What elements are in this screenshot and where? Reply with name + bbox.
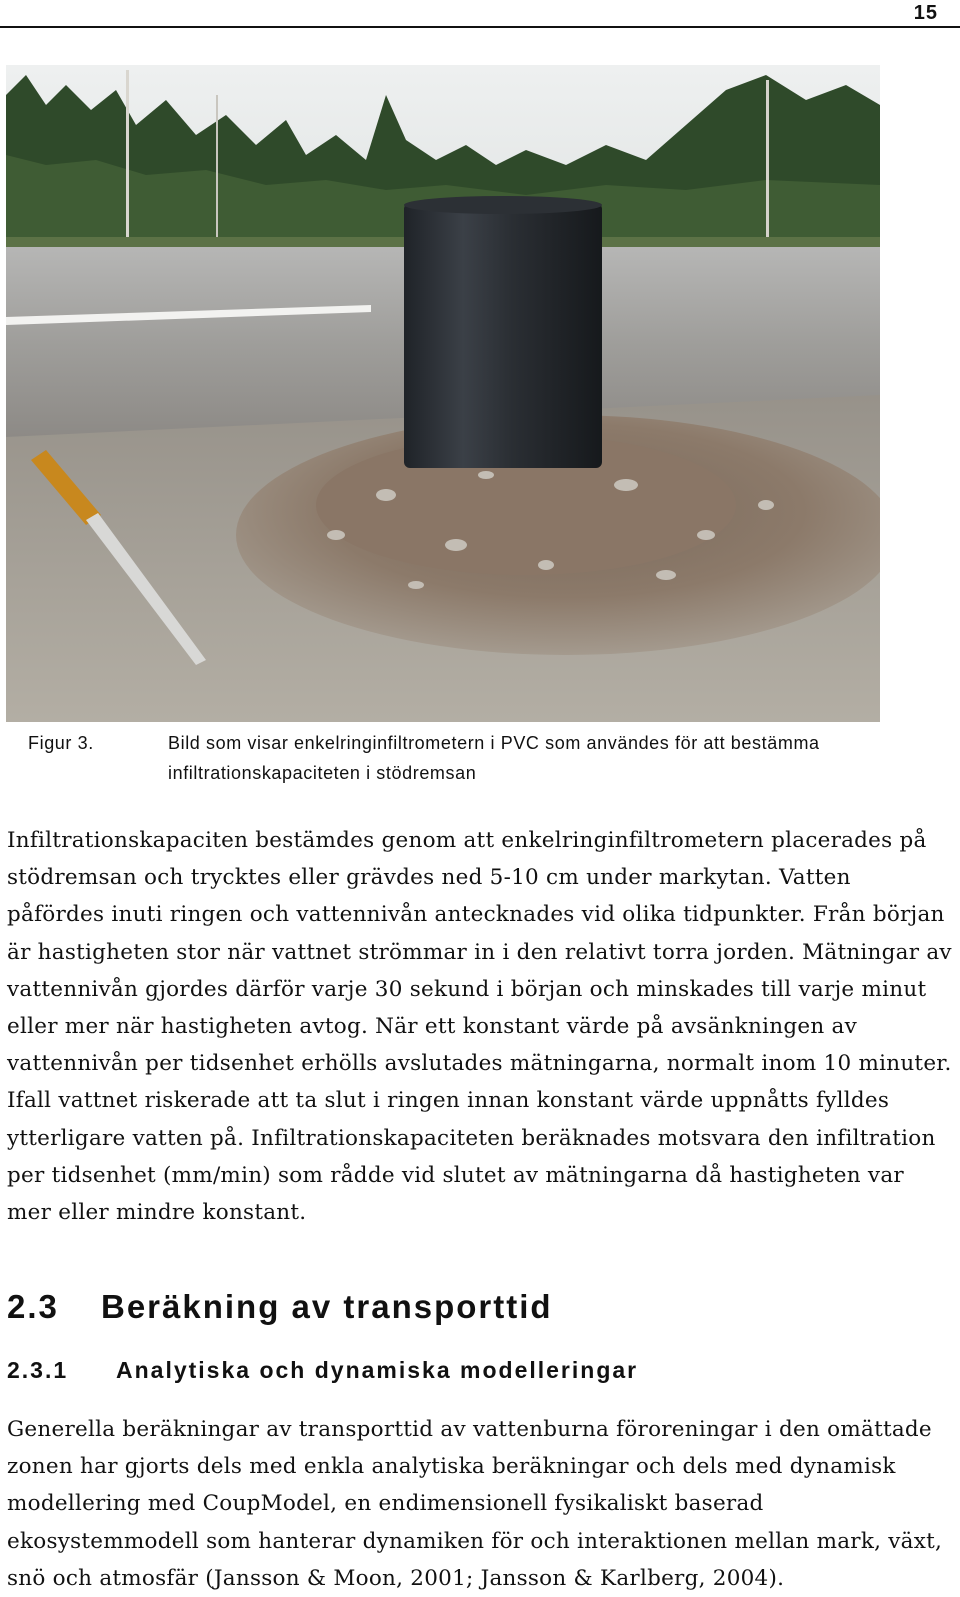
section-title: Beräkning av transporttid bbox=[101, 1288, 553, 1325]
body-paragraph: Infiltrationskapaciten bestämdes genom att enkelringinfiltrometern placerades på stödremsan och trycktes eller grävdes ned 5-10 cm under markytan. Vatten påfördes inuti ringen och vattennivån antecknades vid olika tidpunkter. Från början är hastigheten stor när vattnet strömmar in i den relativt torra jorden. Mätningar av vattennivån gjordes därför varje 30 sekund i början och minskades till varje minut eller mer när hastigheten avtog. När ett konstant värde på avsänkningen av vattennivån per tidsenhet erhölls avslutades mätningarna, normalt inom 10 minuter. Ifall vattnet riskerade att ta slut i ringen innan konstant värde uppnåtts fylldes ytterligare vatten på. Infiltrationskapaciteten beräknades motsvara den infiltration per tidsenhet (mm/min) som rådde vid slutet av mätningarna då hastigheten var mer eller mindre konstant. bbox=[7, 828, 952, 1226]
figure-photo bbox=[6, 65, 880, 722]
header-rule bbox=[0, 26, 960, 28]
section-heading bbox=[7, 1288, 553, 1326]
section-number: 2.3 bbox=[7, 1288, 59, 1325]
subsection-number: 2.3.1 bbox=[7, 1357, 69, 1383]
subsection-heading bbox=[7, 1357, 638, 1384]
page-number: 15 bbox=[913, 2, 938, 24]
figure-label: Figur 3. bbox=[28, 733, 94, 753]
body-paragraph: Generella beräkningar av transporttid av vattenburna föroreningar i den omättade zonen har gjorts dels med enkla analytiska beräkningar och dels med dynamisk modellering med CoupModel, en endimensionell fysikaliskt baserad ekosystemmodell som hanterar dynamiken för och interaktionen mellan mark, växt, snö och atmosfär (Jansson & Moon, 2001; Jansson & Karlberg, 2004). bbox=[7, 1417, 943, 1591]
subsection-title: Analytiska och dynamiska modelleringar bbox=[116, 1357, 639, 1383]
figure-caption-text: Bild som visar enkelringinfiltrometern i PVC som användes för att bestämma infiltrationskapaciteten i stödremsan bbox=[168, 733, 820, 783]
